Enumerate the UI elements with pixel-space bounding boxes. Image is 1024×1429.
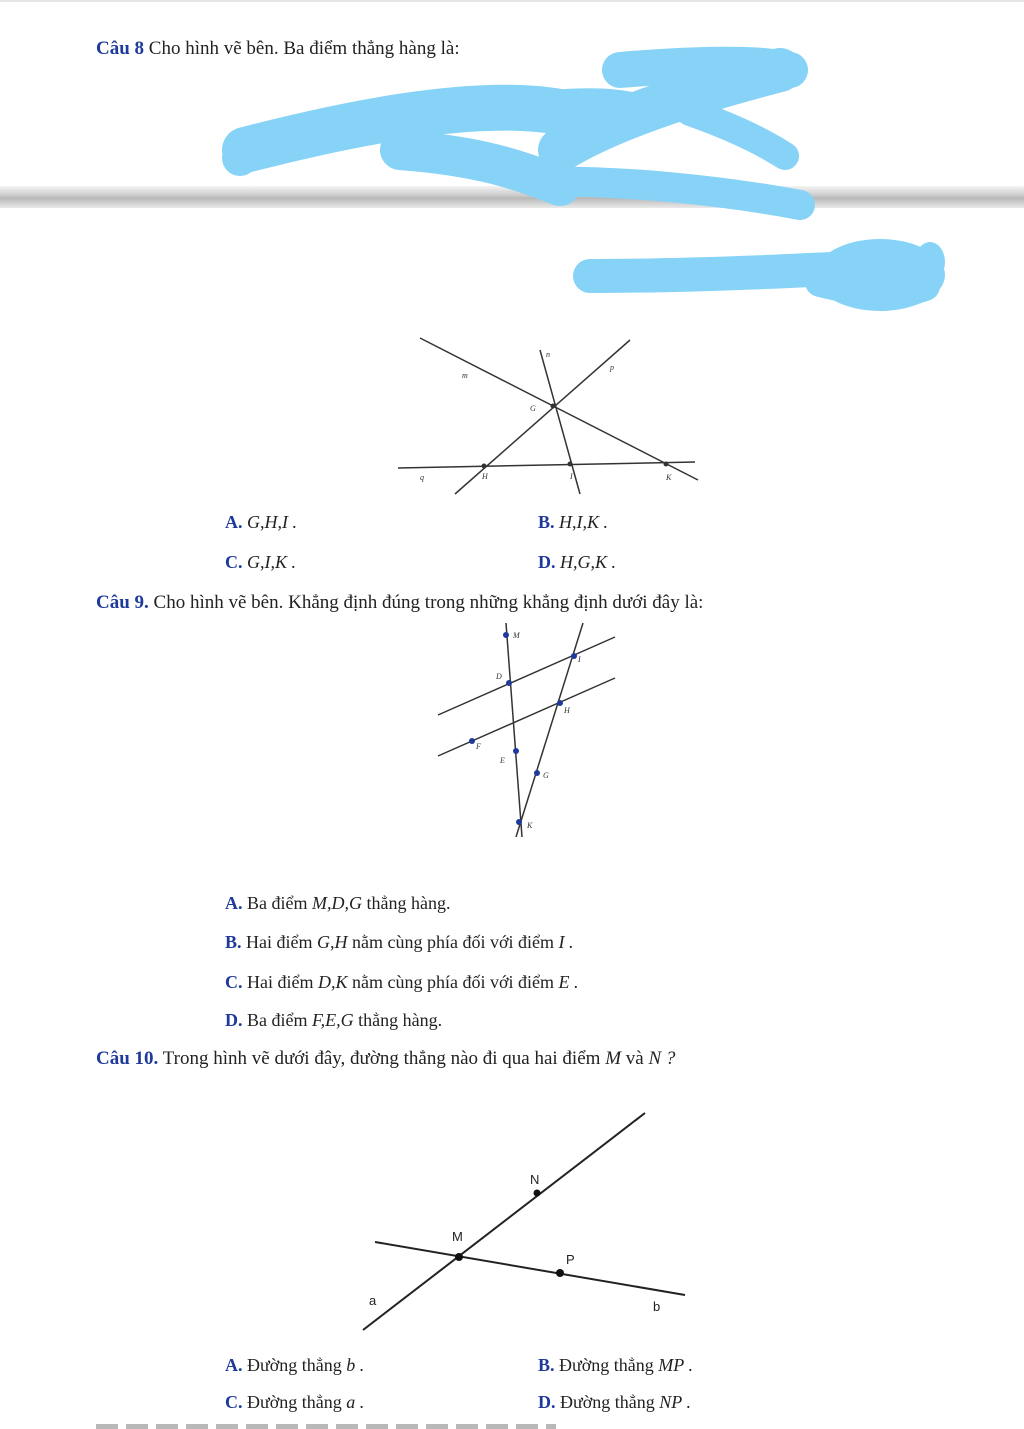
- label-F: F: [476, 742, 481, 751]
- q9-text: Cho hình vẽ bên. Khẳng định đúng trong những khẳng định dưới đây là:: [153, 592, 704, 613]
- label-H: H: [482, 472, 488, 481]
- label-a: a: [369, 1293, 377, 1308]
- line-a: [363, 1113, 645, 1330]
- label-P: P: [566, 1252, 575, 1267]
- point-P: [556, 1269, 564, 1277]
- label-b: b: [653, 1299, 661, 1314]
- q9-option-b[interactable]: B. Hai điểm G,H nằm cùng phía đối với điểm I .: [225, 932, 574, 952]
- q10-option-d[interactable]: D. Đường thẳng NP .: [538, 1392, 691, 1412]
- line-n: [540, 350, 580, 494]
- q9-option-a[interactable]: A. Ba điểm M,D,G thẳng hàng.: [225, 893, 451, 913]
- q8-text: Cho hình vẽ bên. Ba điểm thẳng hàng là:: [148, 38, 460, 59]
- line-q: [398, 462, 695, 468]
- label-M: M: [452, 1229, 463, 1244]
- q10-heading: Câu 10. Trong hình vẽ dưới đây, đường thẳng nào đi qua hai điểm M và N ?: [96, 1048, 676, 1069]
- q8-number: Câu 8: [96, 38, 145, 59]
- q10-figure: [355, 1105, 695, 1335]
- point-E: [513, 748, 519, 754]
- point-H: [482, 464, 487, 469]
- q10-number: Câu 10.: [96, 1048, 159, 1069]
- line-MK: [506, 623, 522, 837]
- q8-option-c[interactable]: C. G,I,K .: [225, 552, 296, 572]
- label-p: p: [610, 363, 614, 372]
- label-H: H: [564, 706, 570, 715]
- q9-option-d[interactable]: D. Ba điểm F,E,G thẳng hàng.: [225, 1010, 443, 1030]
- line-m: [420, 338, 698, 480]
- label-n: n: [546, 350, 550, 359]
- line-p: [455, 340, 630, 494]
- q8-option-a[interactable]: A. G,H,I .: [225, 512, 297, 532]
- label-M: M: [513, 631, 520, 640]
- label-N: N: [530, 1172, 540, 1187]
- q10-text: Trong hình vẽ dưới đây, đường thẳng nào đi qua hai điểm: [162, 1048, 601, 1069]
- q9-number: Câu 9.: [96, 592, 149, 613]
- point-I: [571, 653, 577, 659]
- q10-option-a[interactable]: A. Đường thẳng b .: [225, 1355, 365, 1375]
- q8-option-b[interactable]: B. H,I,K .: [538, 512, 609, 532]
- label-K: K: [666, 473, 672, 482]
- point-H: [557, 700, 563, 706]
- point-D: [506, 680, 512, 686]
- label-G: G: [543, 771, 549, 780]
- label-D: D: [496, 672, 502, 681]
- cutoff-next-line: [96, 1424, 556, 1429]
- point-G: [551, 404, 556, 409]
- redaction-scribble: [0, 0, 1024, 340]
- label-q: q: [420, 473, 424, 482]
- line-FH: [438, 678, 615, 756]
- point-N: [534, 1190, 541, 1197]
- point-G: [534, 770, 540, 776]
- line-DI: [438, 637, 615, 715]
- label-K: K: [527, 821, 533, 830]
- point-K: [516, 819, 522, 825]
- point-K: [664, 462, 669, 467]
- point-M: [503, 632, 509, 638]
- point-M: [455, 1253, 463, 1261]
- q9-figure: [430, 615, 630, 845]
- label-G: G: [530, 404, 536, 413]
- q8-figure: [390, 330, 710, 505]
- label-I: I: [570, 472, 573, 481]
- q9-heading: [96, 592, 703, 614]
- point-F: [469, 738, 475, 744]
- line-b: [375, 1242, 685, 1295]
- q10-option-b[interactable]: B. Đường thẳng MP .: [538, 1355, 693, 1375]
- label-I: I: [578, 655, 581, 664]
- label-E: E: [500, 756, 505, 765]
- q9-option-c[interactable]: C. Hai điểm D,K nằm cùng phía đối với điểm E .: [225, 972, 579, 992]
- point-I: [568, 462, 573, 467]
- q10-option-c[interactable]: C. Đường thẳng a .: [225, 1392, 365, 1412]
- q8-option-d[interactable]: D. H,G,K .: [538, 552, 617, 572]
- label-m: m: [462, 371, 468, 380]
